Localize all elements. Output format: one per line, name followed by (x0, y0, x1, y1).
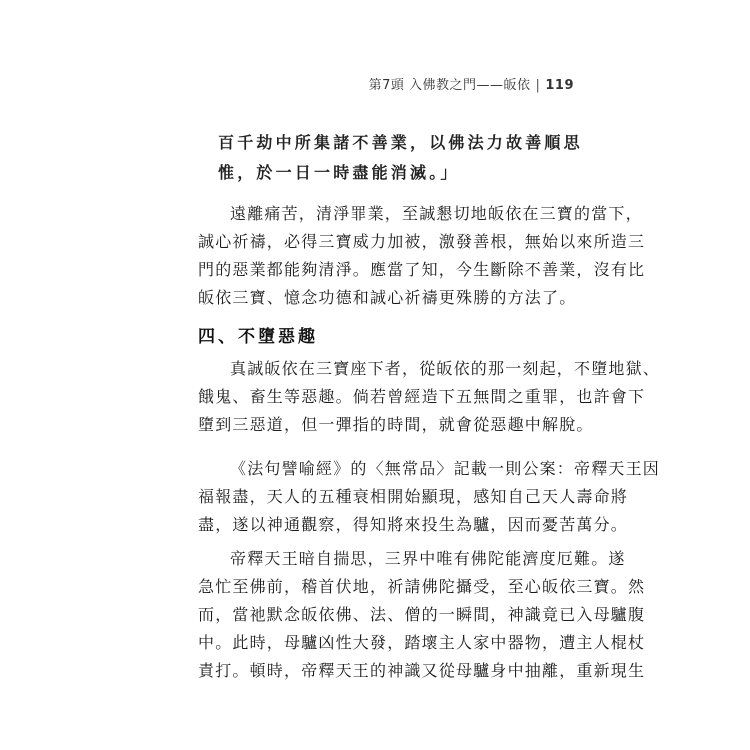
paragraph-line: 福報盡，天人的五種衰相開始顯現，感知自己天人壽命將 (198, 487, 629, 506)
paragraph-line: 餓鬼、畜生等惡趣。倘若曾經造下五無間之重罪，也許會下 (198, 387, 646, 406)
paragraph-line: 責打。頓時，帝釋天王的神識又從母驢身中抽離，重新現生 (198, 661, 646, 680)
paragraph-line: 門的惡業都能夠清淨。應當了知，今生斷除不善業，沒有比 (198, 260, 646, 279)
paragraph-line: 而，當祂默念皈依佛、法、僧的一瞬間，神識竟已入母驢腹 (198, 605, 646, 624)
paragraph-line: 急忙至佛前，稽首伏地，祈請佛陀攝受，至心皈依三寶。然 (198, 577, 646, 596)
paragraph-4 (198, 545, 646, 685)
paragraph-1 (198, 200, 646, 312)
paragraph-line: 真誠皈依在三寶座下者，從皈依的那一刻起，不墮地獄、 (230, 359, 661, 378)
quote-block (218, 128, 583, 188)
paragraph-line: 《法句譬喻經》的〈無常品〉記載一則公案：帝釋天王因 (230, 459, 661, 478)
quote-line: 惟，於一日一時盡能消滅。」 (218, 163, 460, 182)
paragraph-line: 誠心祈禱，必得三寶威力加被，激發善根，無始以來所造三 (198, 232, 646, 251)
paragraph-2 (198, 355, 661, 439)
running-head (369, 74, 574, 93)
paragraph-line: 中。此時，母驢凶性大發，踏壞主人家中器物，遭主人棍杖 (198, 633, 646, 652)
chapter-title: 第7頭 入佛教之門——皈依 (368, 78, 531, 93)
quote-line: 百千劫中所集諸不善業，以佛法力故善順思 (218, 133, 583, 152)
running-head-separator: | (535, 78, 541, 93)
paragraph-line: 帝釋天王暗自揣思，三界中唯有佛陀能濟度厄難。遂 (230, 549, 626, 568)
paragraph-line: 遠離痛苦，清淨罪業，至誠懇切地皈依在三寶的當下， (230, 204, 643, 223)
section-heading: 四、不墮惡趣 (198, 327, 318, 347)
page-number: 119 (545, 78, 574, 93)
paragraph-line: 盡，遂以神通觀察，得知將來投生為驢，因而憂苦萬分。 (198, 515, 629, 534)
paragraph-line: 皈依三寶、憶念功德和誠心祈禱更殊勝的方法了。 (198, 288, 577, 307)
paragraph-line: 墮到三惡道，但一彈指的時間，就會從惡趣中解脫。 (198, 415, 594, 434)
paragraph-3 (198, 455, 661, 539)
